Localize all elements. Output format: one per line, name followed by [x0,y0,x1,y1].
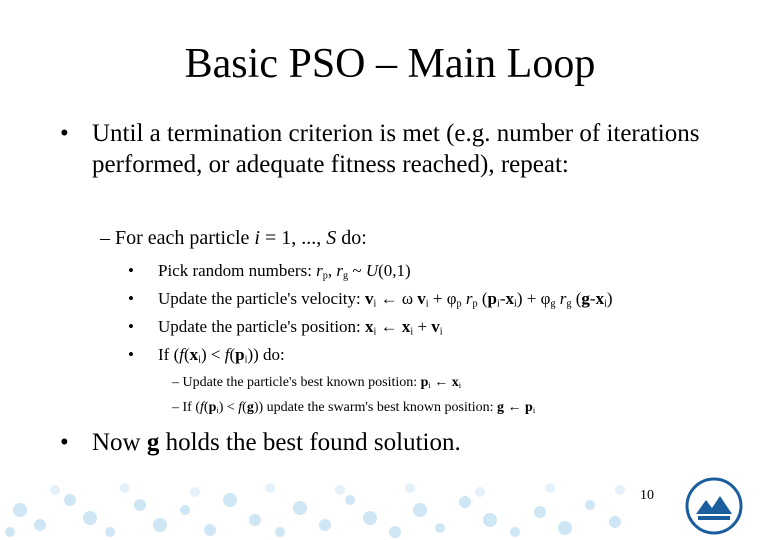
text: ( [242,400,247,415]
var-g: g [581,289,590,308]
text: ( [183,345,190,364]
dash-marker: – [172,375,179,390]
var-p: p [235,345,245,364]
text: do: [336,227,367,249]
sub: i [198,354,201,366]
text: ( [203,400,209,415]
sub-bullet-each-particle [100,226,367,251]
var-f: f [238,400,243,415]
var-x: x [401,317,411,336]
var-g: g [246,400,254,415]
sub: i [428,381,431,391]
sub: g [343,270,349,282]
text: ) < [200,345,225,364]
var-g: g [497,400,505,415]
var-p: p [487,289,497,308]
text: For each particle [115,227,255,249]
text: ) [606,289,613,308]
text: ← [504,400,526,415]
text: (0,1) [378,261,411,280]
text: )) do: [247,345,285,364]
var-v: v [417,289,426,308]
bullet-text [92,427,712,458]
text: ) < [218,400,239,415]
var-f: f [224,345,230,364]
text: ( [477,289,488,308]
text: + [413,317,432,336]
var-U: U [365,261,379,280]
var-x: x [505,289,515,308]
var-p: p [208,400,217,415]
text: )) update the swarm's best known position: [253,400,498,415]
text: - [499,289,506,308]
item-text [158,286,613,311]
slide-title: Basic PSO – Main Loop [184,41,596,87]
var-g: g [146,429,160,456]
text: - [589,289,596,308]
dash-marker: – [172,400,179,415]
var-r: r [559,289,567,308]
var-v: v [431,317,440,336]
page-number: 10 [640,488,654,503]
subitem-update-swarm [172,397,535,419]
sub: g [566,298,572,310]
text: = 1, ..., [259,227,327,249]
bullet-marker: • [60,120,69,147]
var-r: r [465,289,473,308]
text: ← ω [376,289,418,308]
var-p: p [525,400,533,415]
var-x: x [365,317,374,336]
sub: i [410,326,414,338]
var-S: S [326,227,337,249]
text: ( [571,289,582,308]
text: If ( [158,345,180,364]
var-f: f [179,345,184,364]
sub: p [322,270,328,282]
text: ) + φ [516,289,551,308]
text: ← [376,317,402,336]
sub: p [456,298,462,310]
sub: i [373,298,377,310]
sub: i [458,381,462,391]
bullet-marker: • [128,289,134,308]
var-x: x [451,375,459,390]
item-text [158,258,411,283]
bullet-marker: • [128,345,134,364]
var-r: r [336,261,344,280]
bullet-text: Until a termination criterion is met (e.g. number of iterations performed, or adequate fitness reached), repeat: [92,120,700,178]
var-f: f [200,400,204,415]
text: Update the particle's best known position: [182,375,421,390]
sub: i [514,298,517,310]
text: Now [92,429,147,456]
text: Pick random numbers: [158,261,317,280]
text: , [327,261,337,280]
subitem-update-best [172,372,461,394]
text: ~ [348,261,366,280]
sub: i [216,406,219,416]
sub: i [497,298,500,310]
sub: i [604,298,607,310]
var-x: x [189,345,199,364]
bullet-marker: • [128,317,134,336]
text: + φ [428,289,457,308]
text: holds the best found solution. [159,429,461,456]
var-p: p [420,375,429,390]
var-i: i [254,227,260,249]
sub: i [532,406,536,416]
sub: i [439,326,443,338]
text: Update the particle's position: [158,317,366,336]
sub: i [373,326,377,338]
var-v: v [365,289,374,308]
university-logo-icon [684,476,744,536]
sub: i [425,298,429,310]
sub: g [550,298,556,310]
text: ( [229,345,236,364]
sub: i [244,354,248,366]
decorative-dot-pattern [0,470,700,540]
bullet-marker: • [60,429,69,456]
sub: p [472,298,478,310]
item-text [158,342,285,367]
item-text [158,314,443,339]
dash-marker: – [100,227,110,249]
text: ← [430,375,452,390]
bullet-marker: • [128,261,134,280]
text: If ( [182,400,200,415]
var-r: r [316,261,323,280]
text: Update the particle's velocity: [158,289,365,308]
var-x: x [595,289,605,308]
